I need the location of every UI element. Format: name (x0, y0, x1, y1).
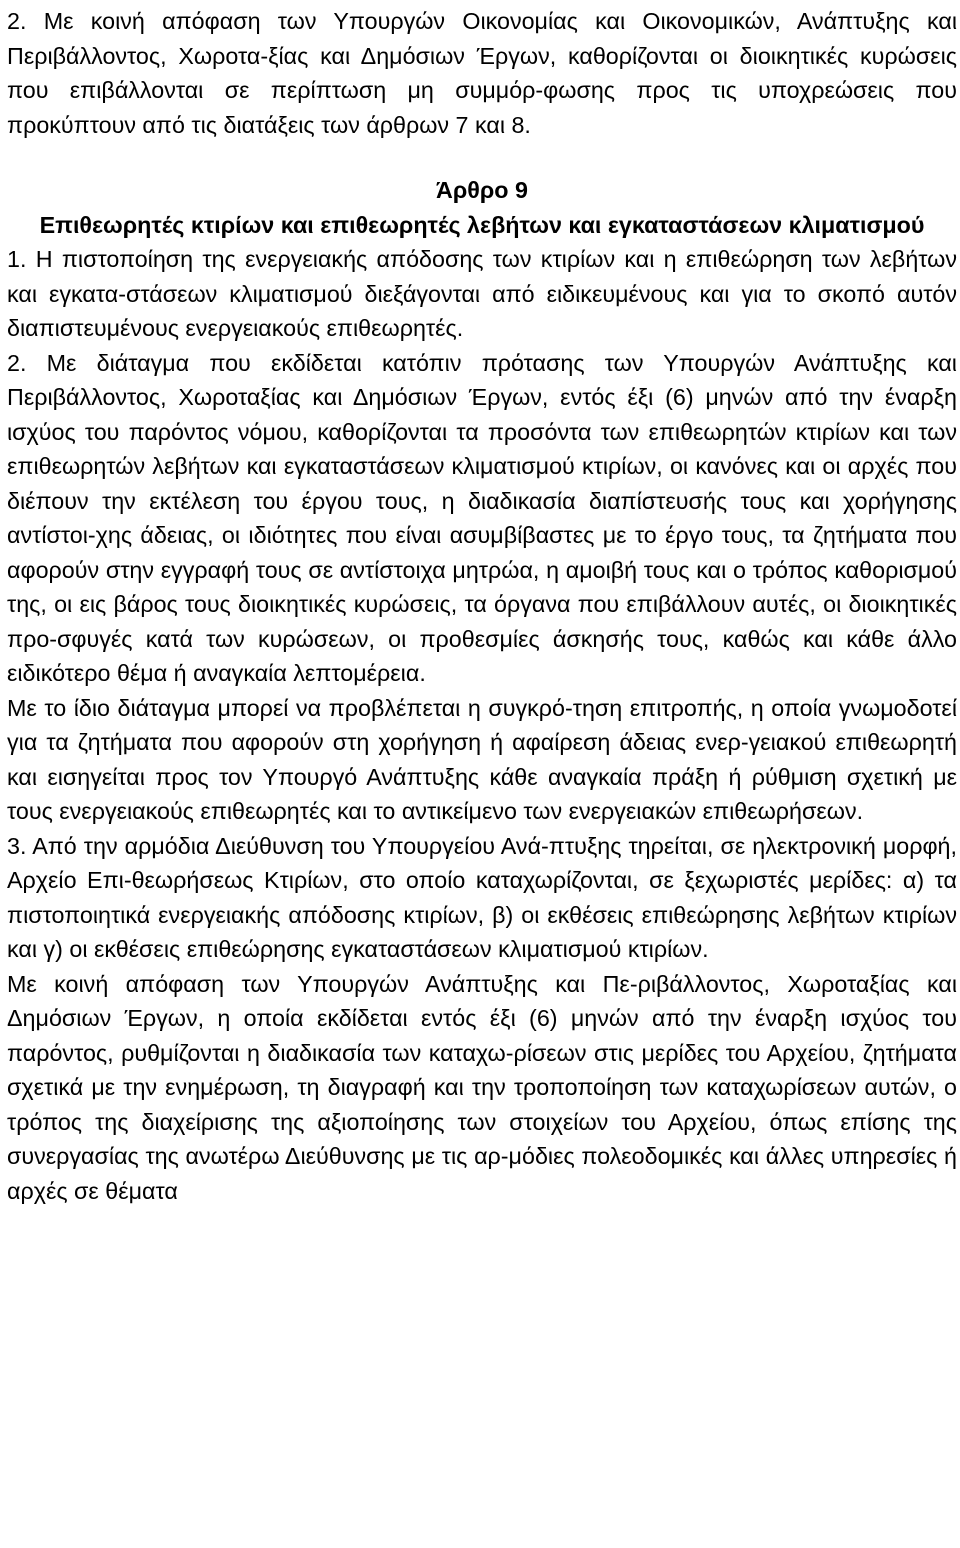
paragraph-3: 3. Από την αρμόδια Διεύθυνση του Υπουργείου Ανά-πτυξης τηρείται, σε ηλεκτρονική μορφή, Αρχείο Επι-θεωρήσεως Κτιρίων, στο οποίο καταχωρίζονται, σε ξεχωριστές μερίδες: α) τα πιστοποιητικά ενεργειακής απόδοσης κτιρίων, β) οι εκθέσεις επιθεώρησης λεβήτων κτιρίων και γ) οι εκθέσεις επιθεώρησης εγκαταστάσεων κλιματισμού κτιρίων. (7, 832, 957, 962)
paragraph-article8-2: 2. Με κοινή απόφαση των Υπουργών Οικονομίας και Οικονομικών, Ανάπτυξης και Περιβάλλοντος, Χωροτα-ξίας και Δημόσιων Έργων, καθορίζονται οι διοικητικές κυρώσεις που επιβάλλονται σε περίπτωση μη συμμόρ-φωσης προς τις υποχρεώσεις που προκύπτουν από τις διατάξεις των άρθρων 7 και 8. (7, 8, 957, 138)
article-heading (7, 173, 957, 242)
article-title: Επιθεωρητές κτιρίων και επιθεωρητές λεβήτων και εγκαταστάσεων κλιματισμού (39, 211, 925, 238)
paragraph-3-continued: Με κοινή απόφαση των Υπουργών Ανάπτυξης και Πε-ριβάλλοντος, Χωροταξίας και Δημόσιων Έργων, η οποία εκδίδεται εντός έξι (6) μηνών από την έναρξη ισχύος του παρόντος, ρυθμίζονται η διαδικασία των καταχω-ρίσεων στις μερίδες του Αρχείου, ζητήματα σχετικά με την ενημέρωση, τη διαγραφή και την τροποποίηση των καταχωρίσεων αυτών, ο τρόπος της διαχείρισης της αξιοποίησης των στοιχείων του Αρχείου, όπως επίσης της συνεργασίας της ανωτέρω Διεύθυνσης με τις αρ-μόδιες πολεοδομικές και άλλες υπηρεσίες ή αρχές σε θέματα (7, 970, 957, 1204)
article-number: Άρθρο 9 (436, 177, 528, 203)
paragraph-1: 1. Η πιστοποίηση της ενεργειακής απόδοσης των κτιρίων και η επιθεώρηση των λεβήτων και εγκατα-στάσεων κλιματισμού διεξάγονται από ειδικευμένους και για το σκοπό αυτόν διαπιστευμένους ενεργειακούς επιθεωρητές. (7, 246, 957, 341)
document-page (7, 0, 957, 1208)
paragraph-2-continued: Με το ίδιο διάταγμα μπορεί να προβλέπεται η συγκρό-τηση επιτροπής, η οποία γνωμοδοτεί για τα ζητήματα που αφορούν στη χορήγηση ή αφαίρεση άδειας ενερ-γειακού επιθεωρητή και εισηγείται προς τον Υπουργό Ανάπτυξης κάθε αναγκαία πράξη ή ρύθμιση σχετική με τους ενεργειακούς επιθεωρητές και το αντικείμενο των ενεργειακών επιθεωρήσεων. (7, 694, 957, 824)
paragraph-2: 2. Με διάταγμα που εκδίδεται κατόπιν πρότασης των Υπουργών Ανάπτυξης και Περιβάλλοντος, Χωροταξίας και Δημόσιων Έργων, εντός έξι (6) μηνών από την έναρξη ισχύος του παρόντος νόμου, καθορίζονται τα προσόντα των επιθεωρητών κτιρίων και των επιθεωρητών λεβήτων και εγκαταστάσεων κλιματισμού κτιρίων, οι κανόνες και οι αρχές που διέπουν την εκτέλεση του έργου τους, η διαδικασία διαπίστευσής τους και χορήγησης αντίστοι-χης άδειας, οι ιδιότητες που είναι ασυμβίβαστες με το έργο τους, τα ζητήματα που αφορούν στην εγγραφή τους σε αντίστοιχα μητρώα, η αμοιβή τους και ο τρόπος καθορισμού της, οι εις βάρος τους διοικητικές κυρώσεις, τα όργανα που επιβάλλουν αυτές, οι διοικητικές προ-σφυγές κατά των κυρώσεων, οι προθεσμίες άσκησής τους, καθώς και κάθε άλλο ειδικότερο θέμα ή αναγκαία λεπτομέρεια. (7, 349, 957, 686)
